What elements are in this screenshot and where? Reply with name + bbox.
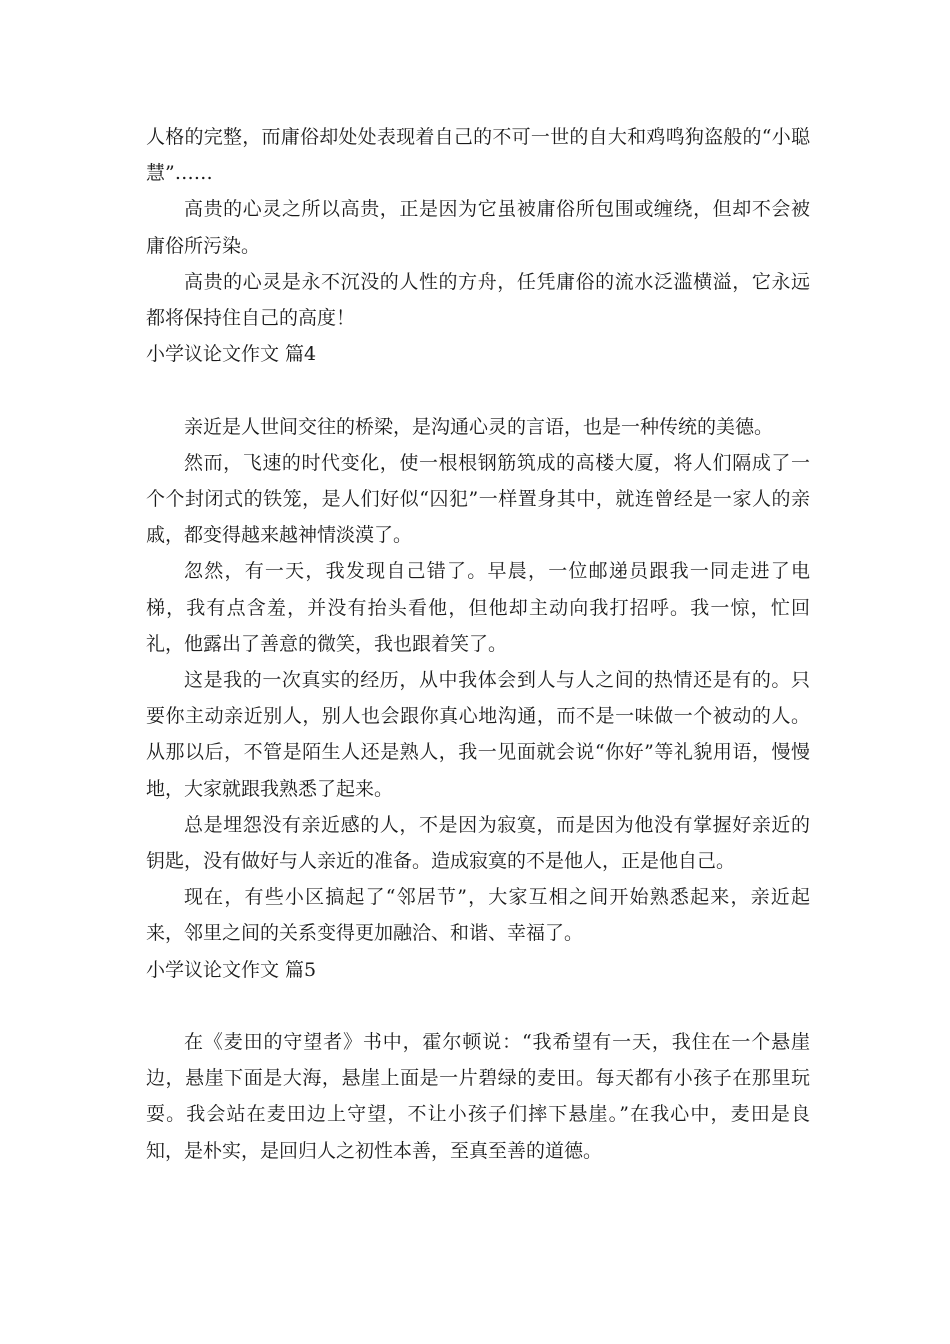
paragraph: 然而，飞速的时代变化，使一根根钢筋筑成的高楼大厦，将人们隔成了一个个封闭式的铁笼，是人们好似“囚犯”一样置身其中，就连曾经是一家人的亲戚，都变得越来越神情淡漠了。 <box>146 451 810 547</box>
section-heading: 小学议论文作文 篇5 <box>146 958 317 981</box>
paragraph: 高贵的心灵是永不沉没的人性的方舟，任凭庸俗的流水泛滥横溢，它永远都将保持住自己的高度！ <box>146 270 810 330</box>
paragraph: 人格的完整，而庸俗却处处表现着自己的不可一世的自大和鸡鸣狗盗般的“小聪慧”…… <box>146 126 810 185</box>
paragraph: 在《麦田的守望者》书中，霍尔顿说：“我希望有一天，我住在一个悬崖边，悬崖下面是大海，悬崖上面是一片碧绿的麦田。每天都有小孩子在那里玩耍。我会站在麦田边上守望，不让小孩子们摔下悬崖。”在我心中，麦田是良知，是朴实，是回归人之初性本善，至真至善的道德。 <box>146 1031 810 1162</box>
paragraph: 忽然，有一天，我发现自己错了。早晨，一位邮递员跟我一同走进了电梯，我有点含羞，并没有抬头看他，但他却主动向我打招呼。我一惊，忙回礼，他露出了善意的微笑，我也跟着笑了。 <box>146 560 810 655</box>
paragraph: 高贵的心灵之所以高贵，正是因为它虽被庸俗所包围或缠绕，但却不会被庸俗所污染。 <box>146 198 810 257</box>
paragraph: 亲近是人世间交往的桥梁，是沟通心灵的言语，也是一种传统的美德。 <box>184 415 774 438</box>
paragraph: 现在，有些小区搞起了“邻居节”，大家互相之间开始熟悉起来，亲近起来，邻里之间的关系变得更加融洽、和谐、幸福了。 <box>146 886 810 945</box>
paragraph: 总是埋怨没有亲近感的人，不是因为寂寞，而是因为他没有掌握好亲近的钥匙，没有做好与人亲近的准备。造成寂寞的不是他人，正是他自己。 <box>146 813 810 873</box>
paragraph: 这是我的一次真实的经历，从中我体会到人与人之间的热情还是有的。只要你主动亲近别人，别人也会跟你真心地沟通，而不是一味做一个被动的人。从那以后，不管是陌生人还是熟人，我一见面就会说“你好”等礼貌用语，慢慢地，大家就跟我熟悉了起来。 <box>146 669 810 800</box>
section-heading: 小学议论文作文 篇4 <box>146 343 317 366</box>
document-body <box>146 119 810 1169</box>
